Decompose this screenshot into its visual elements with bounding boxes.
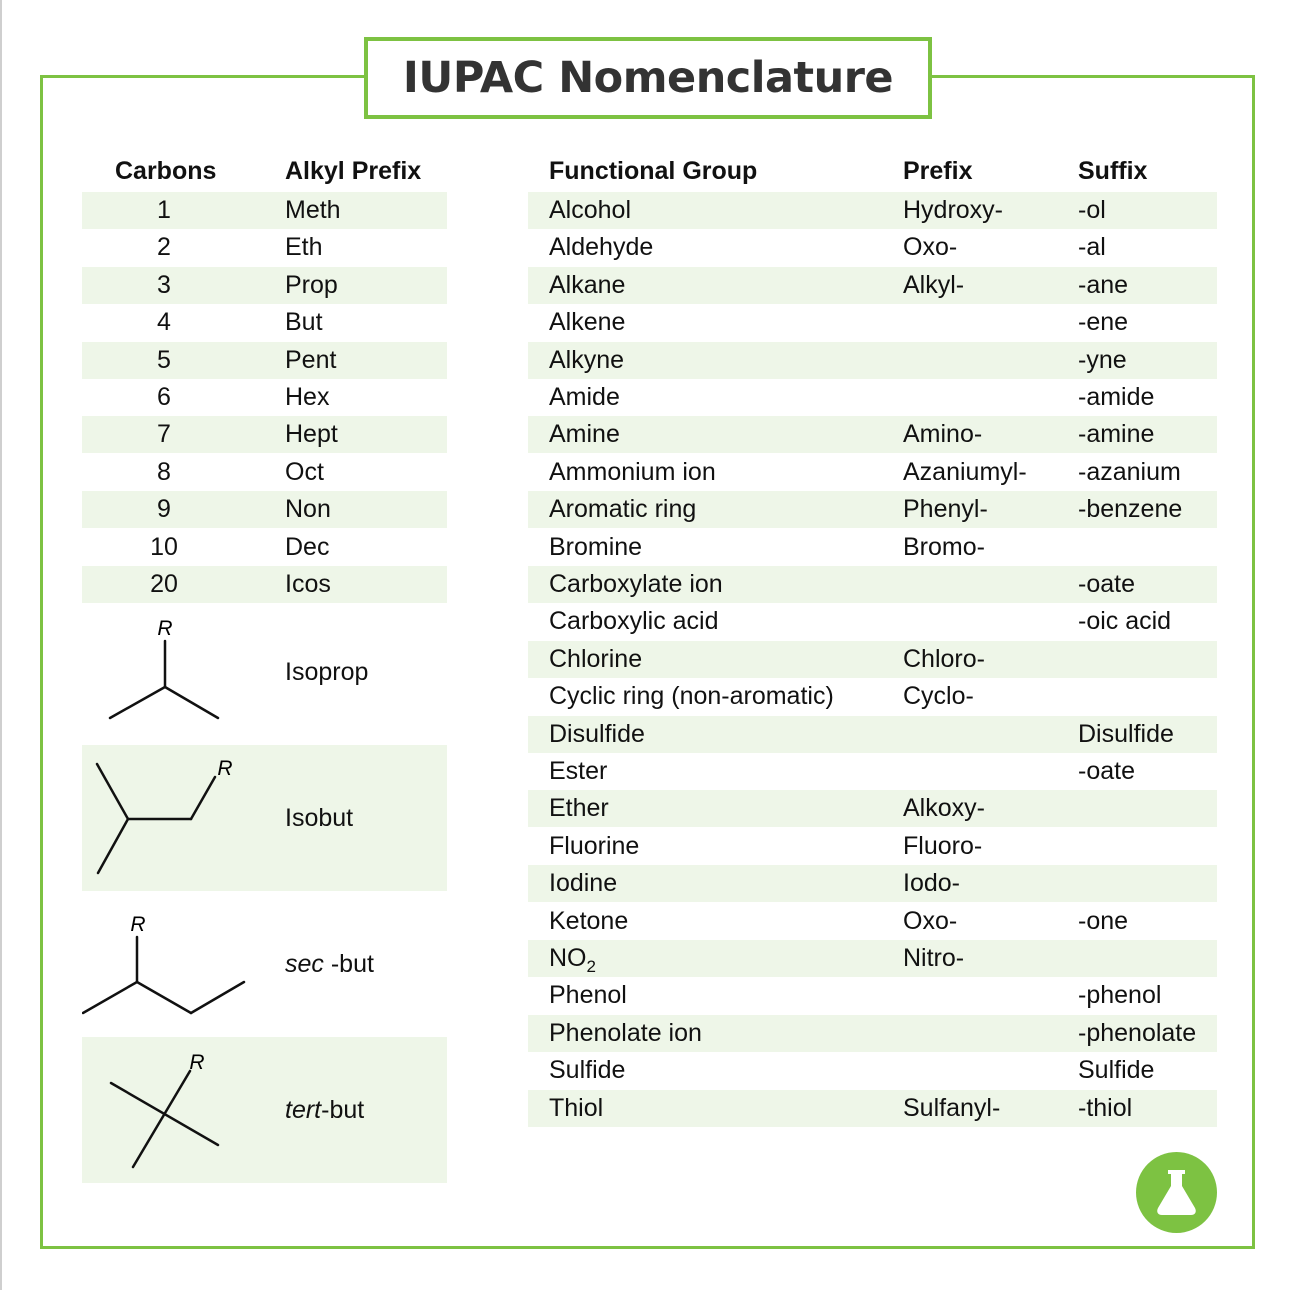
sec-butyl-structure-icon (82, 891, 282, 1037)
functional-group-text: Amine (549, 420, 620, 449)
carbons-cell: 9 (157, 495, 171, 524)
suffix-cell: -one (1078, 906, 1129, 935)
table-row (82, 529, 447, 566)
tert-butyl-structure-icon (82, 1037, 282, 1183)
functional-group-text: Phenolate ion (549, 1018, 702, 1047)
table-row (528, 977, 1217, 1014)
flask-icon (1136, 1152, 1217, 1233)
table-row (528, 1052, 1217, 1089)
structure-row-isobutyl (82, 745, 447, 891)
functional-group-text: Ether (549, 794, 609, 823)
table-row (528, 304, 1217, 341)
suffix-cell: -azanium (1078, 457, 1181, 486)
functional-group-text: Ester (549, 757, 608, 785)
suffix-cell: -al (1078, 233, 1106, 262)
prefix-cell: Iodo- (903, 869, 960, 898)
suffix-cell: -thiol (1078, 1093, 1133, 1122)
prefix-cell: Fluoro- (903, 831, 983, 860)
functional-group-cell (549, 192, 631, 229)
structure-row-isopropyl (82, 599, 447, 745)
functional-group-cell (549, 1090, 603, 1127)
functional-group-cell (549, 379, 620, 416)
table-row (528, 903, 1217, 940)
functional-group-text: Sulfide (549, 1056, 626, 1085)
alkyl-prefix-cell: Prop (285, 270, 338, 299)
prefix-cell: Phenyl- (903, 495, 988, 524)
table-row (528, 641, 1217, 678)
functional-group-text: Ammonium ion (549, 457, 716, 486)
prefix-cell: Bromo- (903, 532, 985, 561)
functional-group-cell (549, 790, 609, 827)
header-prefix: Prefix (903, 157, 973, 185)
functional-group-text: Carboxylate ion (549, 570, 723, 598)
functional-group-cell (549, 641, 642, 678)
table-row (528, 753, 1217, 790)
carbons-cell: 7 (157, 420, 171, 449)
functional-group-cell (549, 716, 645, 753)
structure-label-rest: -but (321, 1096, 365, 1124)
table-row (528, 342, 1217, 379)
alkyl-prefix-cell: Icos (285, 570, 331, 598)
alkyl-prefix-cell: Eth (285, 233, 323, 262)
header-carbons: Carbons (115, 157, 217, 185)
table-row (82, 342, 447, 379)
table-row (528, 790, 1217, 827)
page-title: IUPAC Nomenclature (402, 53, 894, 103)
functional-group-subscript: 2 (586, 957, 596, 976)
functional-group-cell (549, 342, 624, 379)
table-row (82, 379, 447, 416)
table-row (528, 192, 1217, 229)
suffix-cell: -amine (1078, 420, 1155, 449)
carbons-cell: 6 (157, 383, 171, 411)
carbons-cell: 20 (150, 570, 178, 598)
table-row (82, 566, 447, 603)
structure-label (285, 891, 374, 1037)
functional-group-text: Thiol (549, 1093, 604, 1122)
prefix-cell: Amino- (903, 420, 983, 449)
alkyl-prefix-cell: Pent (285, 345, 337, 374)
alkyl-prefix-cell: Hex (285, 383, 330, 411)
functional-group-cell (549, 828, 639, 865)
structure-row-sec-butyl (82, 891, 447, 1037)
r-group-label: R (130, 913, 146, 936)
header-suffix: Suffix (1078, 157, 1148, 185)
table-row (82, 454, 447, 491)
functional-group-text: Aromatic ring (549, 495, 697, 524)
table-row (528, 454, 1217, 491)
functional-group-text: Chlorine (549, 644, 643, 673)
header-alkyl-prefix: Alkyl Prefix (285, 157, 422, 185)
functional-group-cell (549, 304, 625, 341)
alkyl-prefix-cell: Dec (285, 532, 330, 561)
carbons-cell: 10 (150, 532, 178, 561)
suffix-cell: Disulfide (1078, 719, 1174, 748)
functional-group-text: Fluorine (549, 831, 640, 860)
table-row (82, 192, 447, 229)
r-group-label: R (189, 1051, 205, 1074)
suffix-cell: -ane (1078, 270, 1129, 299)
functional-group-cell (549, 1052, 625, 1089)
suffix-cell: -yne (1078, 345, 1127, 374)
functional-group-cell (549, 1015, 702, 1052)
suffix-cell: -oate (1078, 570, 1135, 598)
table-row (82, 267, 447, 304)
functional-group-cell (549, 454, 716, 491)
page-edge-line (0, 0, 2, 1290)
table-row (528, 603, 1217, 640)
carbons-cell: 5 (157, 345, 171, 374)
functional-group-cell (549, 416, 620, 453)
structure-row-tert-butyl (82, 1037, 447, 1183)
functional-group-text: NO (549, 944, 587, 972)
carbons-cell: 4 (157, 308, 171, 337)
suffix-cell: -phenolate (1078, 1018, 1197, 1047)
functional-group-text: Disulfide (549, 719, 645, 748)
alkyl-prefix-cell: Hept (285, 420, 338, 449)
table-row (528, 1090, 1217, 1127)
table-row (528, 491, 1217, 528)
functional-group-cell (549, 566, 723, 603)
functional-group-text: Ketone (549, 906, 629, 935)
functional-group-text: Iodine (549, 869, 618, 898)
isopropyl-structure-icon (82, 599, 282, 745)
prefix-cell: Sulfanyl- (903, 1093, 1001, 1122)
suffix-cell: -benzene (1078, 495, 1183, 524)
functional-group-cell (549, 267, 625, 304)
r-group-label: R (217, 757, 233, 780)
functional-group-text: Alkene (549, 308, 626, 337)
table-row (528, 416, 1217, 453)
suffix-cell: -oate (1078, 757, 1135, 785)
alkyl-prefix-cell: But (285, 308, 323, 337)
table-row (528, 716, 1217, 753)
table-row (82, 416, 447, 453)
functional-group-cell (549, 903, 628, 940)
prefix-cell: Alkoxy- (903, 794, 985, 823)
functional-group-text: Carboxylic acid (549, 607, 719, 636)
functional-group-text: Alcohol (549, 196, 631, 224)
functional-group-text: Amide (549, 383, 620, 411)
prefix-cell: Azaniumyl- (903, 457, 1027, 486)
functional-group-text: Aldehyde (549, 233, 654, 262)
carbons-cell: 1 (157, 196, 171, 224)
prefix-cell: Nitro- (903, 944, 965, 972)
table-row (528, 828, 1217, 865)
table-row (82, 304, 447, 341)
suffix-cell: -phenol (1078, 981, 1162, 1010)
prefix-cell: Chloro- (903, 644, 985, 673)
functional-group-text: Alkyne (549, 345, 625, 374)
functional-group-cell (549, 678, 834, 715)
title-box (364, 37, 932, 119)
table-row (528, 566, 1217, 603)
functional-group-cell (549, 753, 607, 790)
functional-group-cell (549, 865, 617, 902)
carbons-cell: 3 (157, 270, 171, 299)
suffix-cell: -ol (1078, 196, 1106, 224)
table-row (82, 491, 447, 528)
structure-label-rest: -but (323, 950, 374, 978)
alkyl-prefix-cell: Oct (285, 457, 324, 486)
r-group-label: R (157, 617, 173, 640)
table-row (528, 678, 1217, 715)
table-row (528, 229, 1217, 266)
suffix-cell: -amide (1078, 383, 1155, 411)
suffix-cell: -oic acid (1078, 607, 1172, 636)
table-row (528, 865, 1217, 902)
functional-group-cell (549, 529, 642, 566)
header-functional-group: Functional Group (549, 157, 758, 185)
structure-label: Isobut (285, 804, 354, 832)
functional-group-cell (549, 603, 719, 640)
carbons-cell: 2 (157, 233, 171, 262)
functional-group-cell (549, 940, 596, 977)
functional-group-text: Alkane (549, 270, 626, 299)
suffix-cell: Sulfide (1078, 1056, 1155, 1085)
prefix-cell: Alkyl- (903, 270, 965, 299)
structure-label-italic: tert (285, 1096, 322, 1124)
functional-group-cell (549, 229, 653, 266)
functional-group-cell (549, 977, 627, 1014)
prefix-cell: Hydroxy- (903, 196, 1004, 224)
table-row (528, 1015, 1217, 1052)
prefix-cell: Oxo- (903, 233, 958, 262)
table-row (528, 940, 1217, 977)
carbons-cell: 8 (157, 457, 171, 486)
prefix-cell: Oxo- (903, 906, 958, 935)
isobutyl-structure-icon (82, 745, 282, 891)
suffix-cell: -ene (1078, 308, 1129, 337)
structure-label-italic: sec (285, 950, 324, 978)
table-row (82, 229, 447, 266)
functional-group-cell (549, 491, 696, 528)
table-row (528, 379, 1217, 416)
structure-label (285, 1037, 364, 1183)
table-row (528, 267, 1217, 304)
functional-group-text: Cyclic ring (non-aromatic) (549, 682, 834, 711)
structure-label: Isoprop (285, 658, 369, 686)
functional-group-text: Bromine (549, 532, 643, 561)
alkyl-prefix-cell: Non (285, 495, 331, 524)
alkyl-prefix-cell: Meth (285, 196, 341, 224)
table-row (528, 529, 1217, 566)
prefix-cell: Cyclo- (903, 682, 974, 711)
functional-group-text: Phenol (549, 981, 627, 1010)
